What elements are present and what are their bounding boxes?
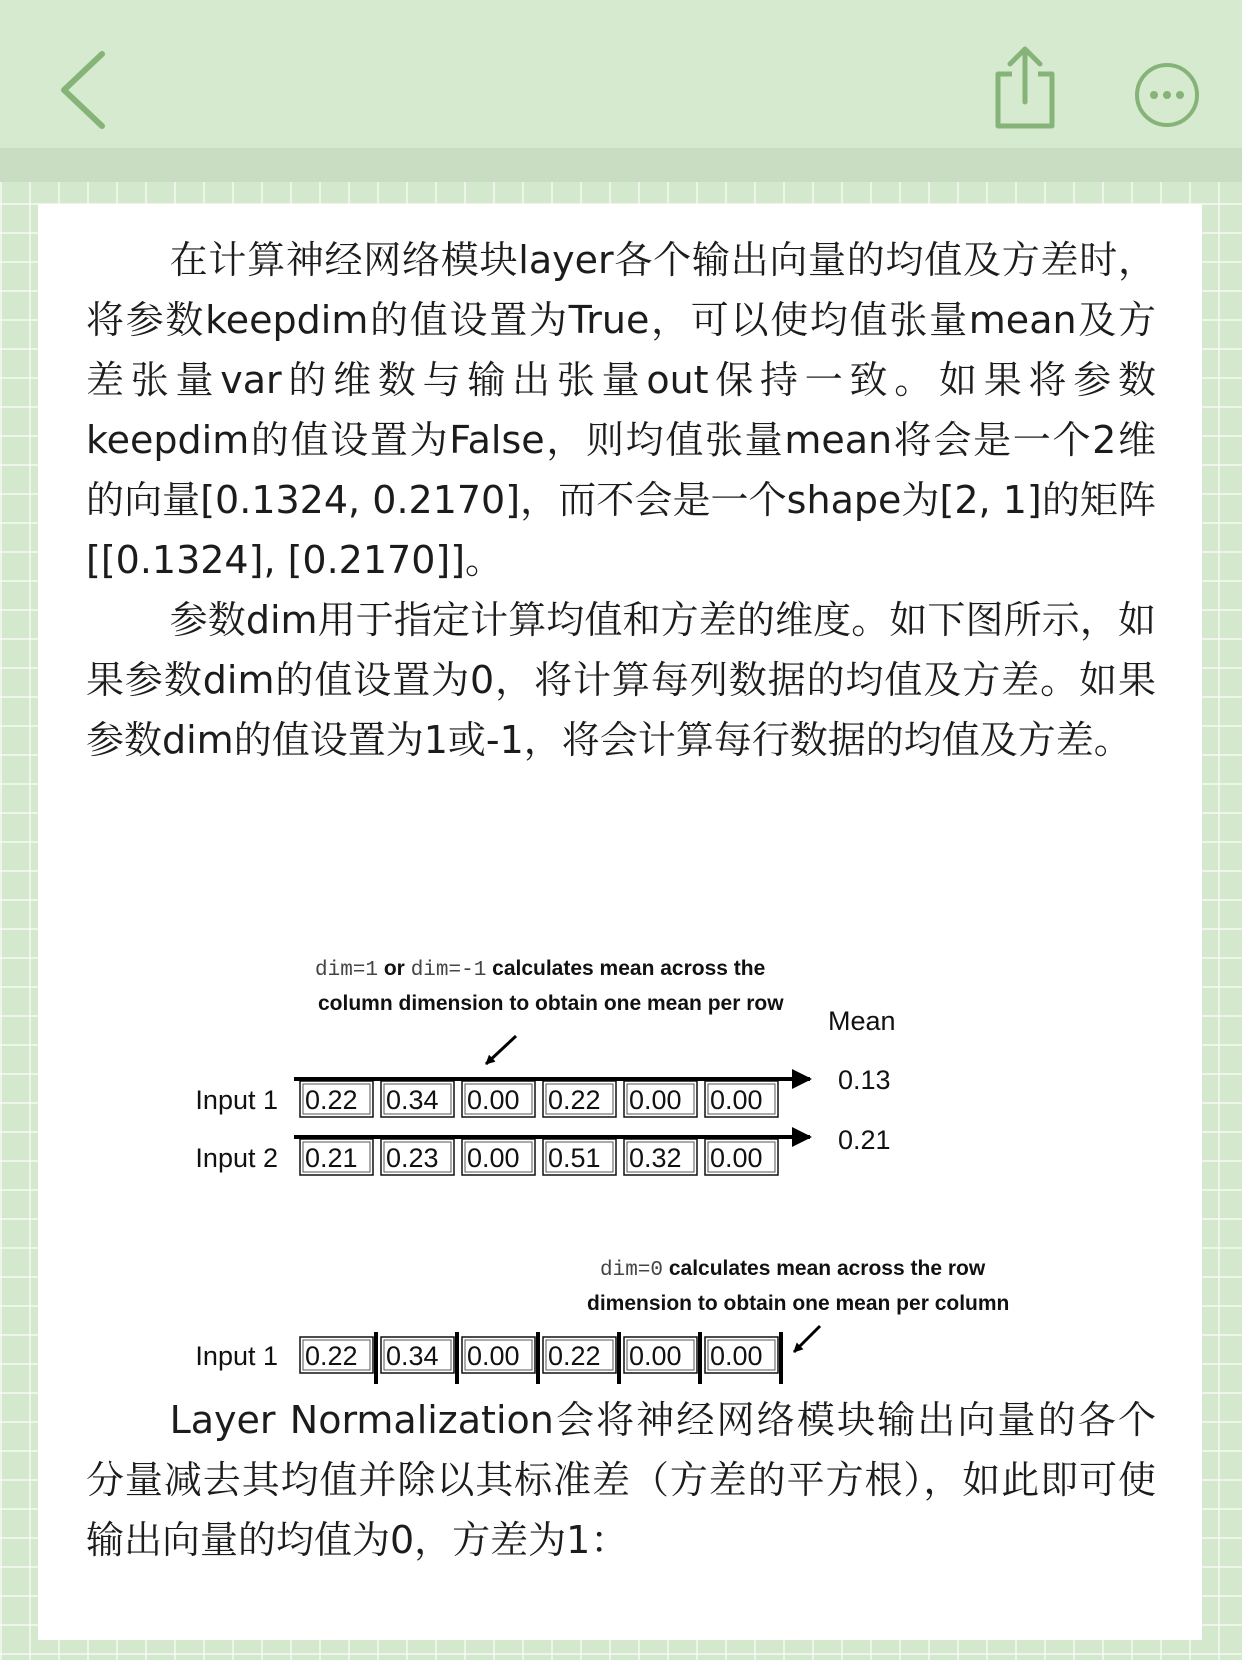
top-cell-value: 0.22 — [548, 1085, 601, 1115]
bottom-pointer-arrow — [794, 1326, 820, 1352]
top-cell-value: 0.34 — [386, 1085, 439, 1115]
share-icon[interactable] — [990, 44, 1060, 130]
bottom-cell-value: 0.34 — [386, 1341, 439, 1371]
top-cell-value: 0.00 — [629, 1085, 682, 1115]
top-row-label: Input 1 — [195, 1085, 278, 1115]
bottom-cell-value: 0.22 — [548, 1341, 601, 1371]
bottom-value-grid — [195, 1332, 781, 1384]
top-cell-value: 0.00 — [710, 1143, 763, 1173]
bottom-annotation-rest: calculates mean across the row — [663, 1257, 986, 1280]
paragraph-keepdim: 在计算神经网络模块layer各个输出向量的均值及方差时，将参数keepdim的值设置为True，可以使均值张量mean及方差张量var的维数与输出张量out保持一致。如果将参数keepdim的值设置为False，则均值张量mean将会是一个2维的向量[0.1324, 0.2170]，而不会是一个shape为[2, 1]的矩阵[[0.1324], [0.2170]]。 — [86, 238, 1156, 582]
bottom-annotation-line2: dimension to obtain one mean per column — [587, 1292, 1010, 1315]
top-pointer-arrow — [486, 1036, 516, 1064]
top-cell-value: 0.00 — [467, 1085, 520, 1115]
top-cell-value: 0.00 — [467, 1143, 520, 1173]
toolbar-divider — [0, 148, 1242, 182]
top-cell-value: 0.23 — [386, 1143, 439, 1173]
bottom-cell-value: 0.00 — [467, 1341, 520, 1371]
top-annotation-code1: dim=1 — [315, 959, 379, 982]
top-annotation-rest: calculates mean across the — [486, 957, 766, 980]
top-annotation-line1 — [315, 957, 765, 982]
chevron-left-icon[interactable] — [52, 48, 116, 132]
article-card — [38, 204, 1202, 1640]
more-dots-icon[interactable] — [1134, 62, 1200, 128]
top-cell-value: 0.21 — [305, 1143, 358, 1173]
mean-dimension-diagram — [38, 794, 1202, 1384]
bottom-cell-value: 0.22 — [305, 1341, 358, 1371]
top-annotation-line2: column dimension to obtain one mean per row — [318, 992, 784, 1015]
top-annotation-or: or — [378, 957, 411, 980]
top-annotation-code2: dim=-1 — [410, 959, 487, 982]
bottom-annotation-code: dim=0 — [600, 1259, 664, 1282]
top-cell-value: 0.51 — [548, 1143, 601, 1173]
bottom-cell-value: 0.00 — [629, 1341, 682, 1371]
top-cell-value: 0.00 — [710, 1085, 763, 1115]
top-row-label: Input 2 — [195, 1143, 278, 1173]
bottom-annotation-line1 — [600, 1257, 986, 1282]
bottom-cell-value: 0.00 — [710, 1341, 763, 1371]
row-mean-value: 0.13 — [838, 1065, 891, 1095]
top-cell-value: 0.32 — [629, 1143, 682, 1173]
paragraph-dim: 参数dim用于指定计算均值和方差的维度。如下图所示，如果参数dim的值设置为0，将计算每列数据的均值及方差。如果参数dim的值设置为1或-1，将会计算每行数据的均值及方差。 — [86, 598, 1156, 762]
paragraph-layer-normalization: Layer Normalization会将神经网络模块输出向量的各个分量减去其均值并除以其标准差（方差的平方根），如此即可使输出向量的均值为0，方差为1： — [86, 1398, 1156, 1562]
row-mean-value: 0.21 — [838, 1125, 891, 1155]
top-navigation-bar — [0, 0, 1242, 148]
top-cell-value: 0.22 — [305, 1085, 358, 1115]
top-mean-header: Mean — [828, 1006, 896, 1036]
top-value-grid — [195, 1065, 890, 1175]
bottom-row-label: Input 1 — [195, 1341, 278, 1371]
